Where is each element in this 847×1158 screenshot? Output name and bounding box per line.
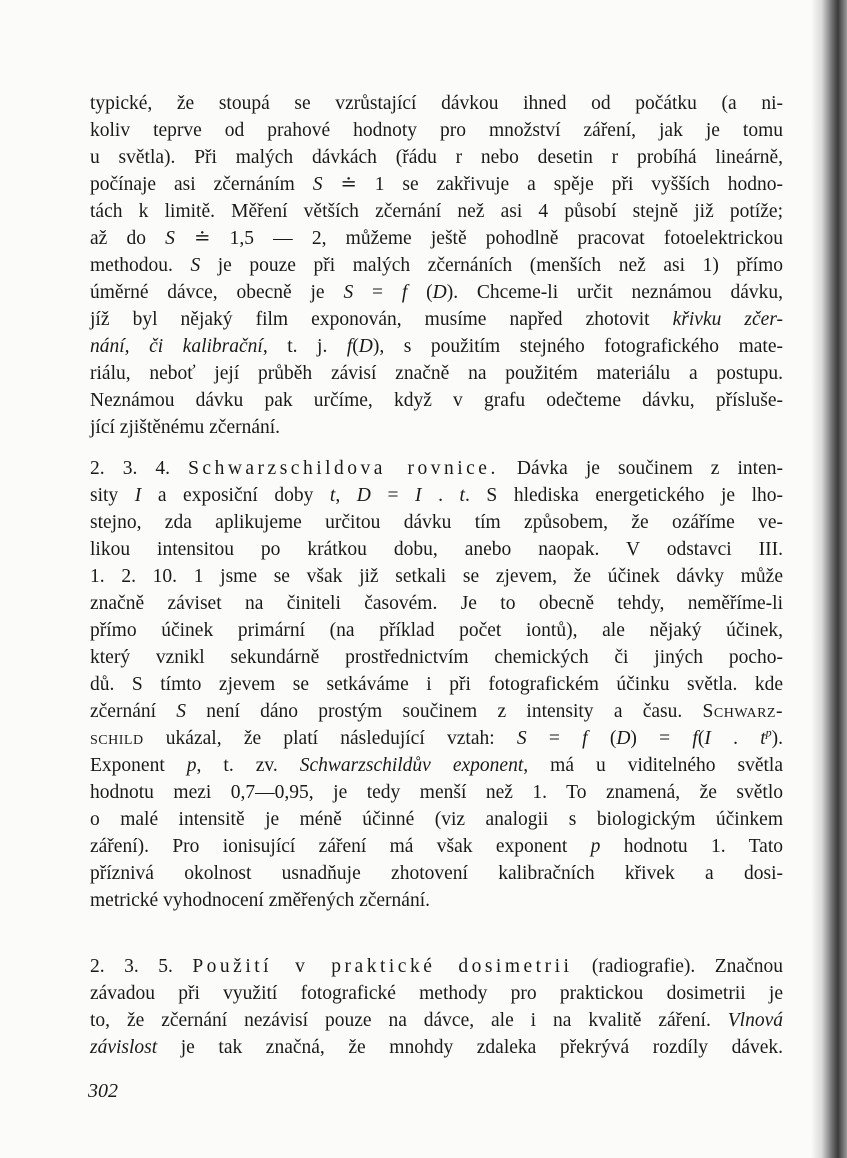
text-line (90, 752, 783, 779)
italic-text: t (459, 485, 465, 506)
text-line (90, 171, 783, 198)
text-run: ( (587, 728, 617, 749)
text-run: který vznikl sekundárně prostřednictvím chemických či jiných pocho- (90, 647, 783, 668)
text-line (90, 306, 783, 333)
text-run: ), s použitím stejného fotografického mate- (372, 336, 783, 357)
text-run: až do (90, 228, 166, 249)
text-line (90, 333, 783, 360)
text-run: 1. 2. 10. 1 jsme se však již setkali se zjevem, že účinek dávky může (90, 566, 783, 587)
text-run: tách k limitě. Měření větších zčernání než asi 4 působí stejně již potíže; (90, 201, 783, 222)
italic-text: D (356, 485, 371, 506)
text-run: ukázal, že platí následující vztah: (143, 728, 517, 749)
section-heading: Použití v praktické dosimetrii (192, 956, 573, 977)
text-line (90, 279, 783, 306)
text-line (90, 590, 783, 617)
text-line (90, 617, 783, 644)
text-run: methodou. (90, 255, 191, 276)
text-run: o malé intensitě je méně účinné (viz analogii s biologickým účinkem (90, 809, 783, 830)
italic-text: S (176, 701, 187, 722)
text-run: koliv teprve od prahové hodnoty pro množství záření, jak je tomu (90, 120, 783, 141)
text-run: hodnotu 1. Tato (600, 836, 783, 857)
italic-text: D (358, 336, 373, 357)
italic-text: f (582, 728, 588, 749)
text-line (90, 671, 783, 698)
text-run: metrické vyhodnocení změřených zčernání. (90, 890, 431, 911)
italic-text: I (134, 485, 142, 506)
text-run: riálu, neboť její průběh závisí značně na použitém materiálu a postupu. (90, 363, 783, 384)
text-line (90, 644, 783, 671)
italic-text: S (516, 728, 527, 749)
text-line (90, 536, 783, 563)
small-caps-name: schild (90, 728, 144, 749)
text-run: , t. zv. (196, 755, 300, 776)
text-line (90, 90, 783, 117)
text-run: . (421, 485, 460, 506)
italic-text: f (401, 282, 408, 303)
text-line (90, 725, 783, 752)
text-run: to, že zčernání nezávisí pouze na dávce, ale i na kvalitě záření. (90, 1010, 728, 1031)
text-line (90, 252, 783, 279)
text-run: dů. S tímto zjevem se setkáváme i při fotografickém účinku světla. kde (90, 674, 783, 695)
text-run: ( (407, 282, 433, 303)
text-run: ) = (630, 728, 693, 749)
italic-text: S (165, 228, 175, 249)
italic-text: I (415, 485, 422, 506)
italic-text: závislost (90, 1037, 158, 1058)
text-run: Neznámou dávku pak určíme, když v grafu odečteme dávku, přísluše- (90, 390, 783, 411)
text-line (90, 455, 783, 482)
paragraph (90, 953, 783, 1061)
text-line (90, 953, 783, 980)
text-line (90, 509, 783, 536)
text-line (90, 360, 783, 387)
text-run: jíž byl nějaký film exponován, musíme napřed zhotovit (90, 309, 673, 330)
text-run: přímo účinek primární (na příklad počet iontů), ale nějaký účinek, (90, 620, 783, 641)
text-run: závadou při využití fotografické methody pro praktickou dosimetrii je (90, 983, 783, 1004)
text-run: . (710, 728, 761, 749)
text-run: likou intensitou po krátkou dobu, anebo naopak. V odstavci III. (90, 539, 783, 560)
text-run: ≐ 1,5 — 2, můžeme ještě pohodlně pracovat fotoelektrickou (174, 228, 783, 249)
text-run: = (353, 282, 402, 303)
text-line (90, 779, 783, 806)
italic-text: křivku zčer- (672, 309, 784, 330)
text-line (90, 563, 783, 590)
italic-text: t (760, 728, 766, 749)
text-run: 2. 3. 4. (90, 458, 189, 479)
text-line (90, 482, 783, 509)
text-line (90, 414, 783, 441)
text-run: záření). Pro ionisující záření má však exponent (90, 836, 591, 857)
text-run: není dáno prostým součinem z intensity a času. (186, 701, 703, 722)
text-run: jící zjištěnému zčernání. (90, 417, 281, 438)
text-run: . S hlediska energetického je lho- (464, 485, 784, 506)
text-line (90, 117, 783, 144)
section-heading: Schwarzschildova rovnice. (188, 458, 499, 479)
paragraph (90, 90, 783, 441)
text-run: Dávka je součinem z inten- (498, 458, 783, 479)
text-run: u světla). Při malých dávkách (řádu r nebo desetin r probíhá lineárně, (90, 147, 783, 168)
text-run: a exposiční doby (141, 485, 330, 506)
page-body (90, 90, 783, 1061)
text-run: ≐ 1 se zakřivuje a spěje při vyšších hodno- (322, 174, 783, 195)
text-line (90, 1007, 783, 1034)
text-line (90, 1034, 783, 1061)
book-binding-shadow (811, 0, 847, 1158)
italic-text: S (190, 255, 201, 276)
text-run: je tak značná, že mnohdy zdaleka překrývá rozdíly dávek. (157, 1037, 783, 1058)
text-run: je pouze při malých zčernáních (menších než asi 1) přímo (200, 255, 783, 276)
italic-text: Vlnová (727, 1010, 783, 1031)
italic-text: p (590, 836, 601, 857)
text-line (90, 860, 783, 887)
small-caps-name: Schwarz- (702, 701, 783, 722)
text-run: zčernání (90, 701, 177, 722)
text-line (90, 387, 783, 414)
text-run: , t. j. (262, 336, 347, 357)
text-line (90, 144, 783, 171)
text-run: = (526, 728, 583, 749)
text-run: hodnotu mezi 0,7—0,95, je tedy menší než 1. To znamená, že světlo (90, 782, 783, 803)
page-number: 302 (88, 1080, 118, 1102)
text-run: stejno, zda aplikujeme určitou dávku tím způsobem, že ozáříme ve- (90, 512, 783, 533)
italic-text: p (186, 755, 197, 776)
italic-text: D (616, 728, 631, 749)
text-run: , (335, 485, 357, 506)
text-line (90, 833, 783, 860)
paragraph (90, 455, 783, 914)
text-run: úměrné dávce, obecně je (90, 282, 344, 303)
italic-text: Schwarzschildův exponent (299, 755, 524, 776)
text-run: (radiografie). Značnou (572, 956, 783, 977)
italic-text: f (346, 336, 353, 357)
text-run: ). Chceme-li určit neznámou dávku, (446, 282, 784, 303)
text-run: počínaje asi zčernáním (90, 174, 313, 195)
text-run: ). (771, 728, 784, 749)
text-line (90, 980, 783, 1007)
text-run: značně záviset na činiteli časovém. Je to obecně tehdy, neměříme-li (90, 593, 783, 614)
text-run: ( (352, 336, 359, 357)
superscript: p (765, 725, 772, 740)
italic-text: t (329, 485, 336, 506)
text-run: ( (697, 728, 705, 749)
text-run: = (370, 485, 416, 506)
text-line (90, 887, 783, 914)
italic-text: D (432, 282, 447, 303)
italic-text: nání, či kalibrační (90, 336, 263, 357)
text-run: příznivá okolnost usnadňuje zhotovení kalibračních křivek a dosi- (90, 863, 783, 884)
text-run: 2. 3. 5. (90, 956, 193, 977)
text-run: typické, že stoupá se vzrůstající dávkou ihned od počátku (a ni- (90, 93, 783, 114)
italic-text: f (692, 728, 698, 749)
text-line (90, 698, 783, 725)
italic-text: S (312, 174, 323, 195)
italic-text: S (343, 282, 354, 303)
text-run: Exponent (90, 755, 187, 776)
text-line (90, 198, 783, 225)
text-run: sity (90, 485, 135, 506)
text-run: , má u viditelného světla (523, 755, 783, 776)
text-line (90, 806, 783, 833)
text-line (90, 225, 783, 252)
italic-text: I (704, 728, 711, 749)
